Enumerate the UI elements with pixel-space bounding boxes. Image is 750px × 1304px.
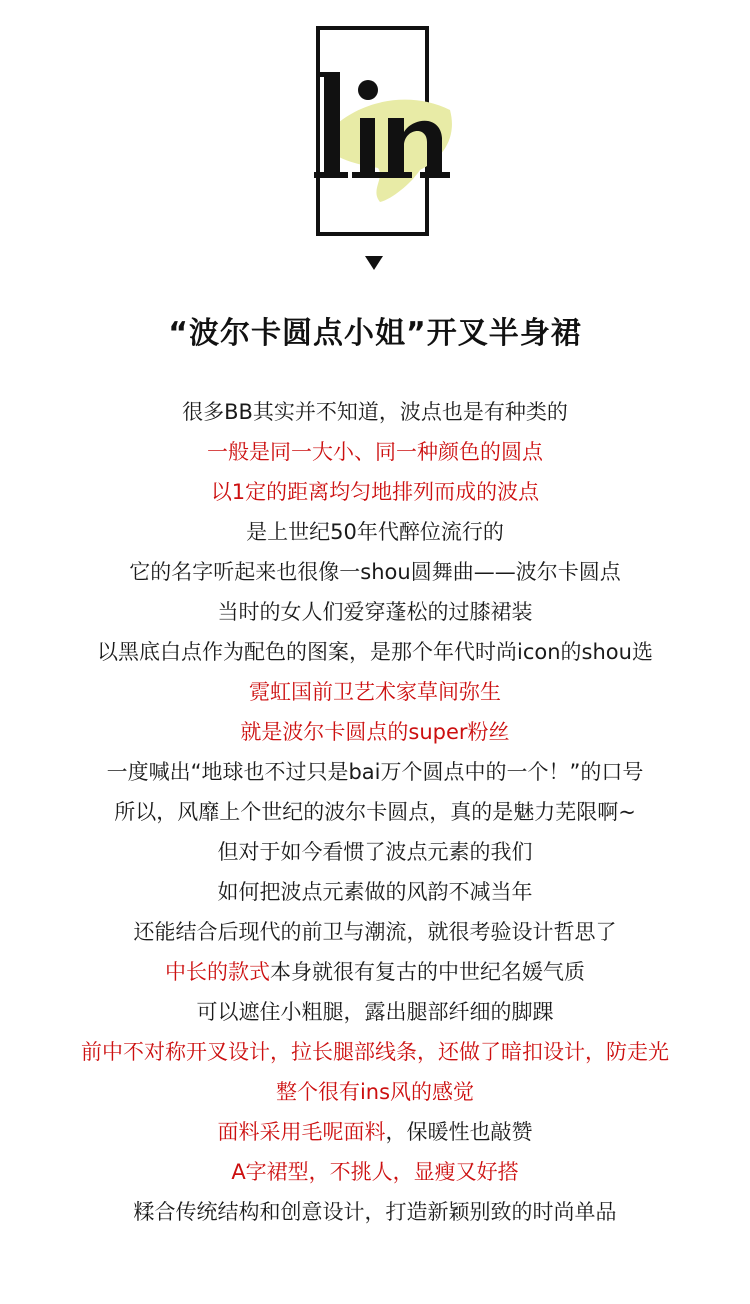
description-lines <box>0 392 750 1232</box>
highlight-text: 面料采用毛呢面料 <box>217 1120 386 1144</box>
text-line: 以黑底白点作为配色的图案，是那个年代时尚icon的shou选 <box>97 640 653 664</box>
text-line: 很多BB其实并不知道，波点也是有种类的 <box>182 400 568 424</box>
text-line: 整个很有ins风的感觉 <box>275 1080 475 1104</box>
page-title: “波尔卡圆点小姐”开叉半身裙 <box>168 316 582 351</box>
text-line: 还能结合后现代的前卫与潮流，就很考验设计哲思了 <box>133 920 617 944</box>
text-line: 一度喊出“地球也不过只是bai万个圆点中的一个！”的口号 <box>106 760 644 784</box>
text-line: 以1定的距离均匀地排列而成的波点 <box>210 480 540 504</box>
line-rest-text: 本身就很有复古的中世纪名媛气质 <box>270 960 585 984</box>
line-rest-text: ，保暖性也敲赞 <box>385 1120 533 1144</box>
text-line: 霓虹国前卫艺术家草间弥生 <box>249 680 501 704</box>
text-line: 是上世纪50年代醉位流行的 <box>246 520 504 544</box>
text-line: 一般是同一大小、同一种颜色的圆点 <box>207 440 543 464</box>
logo-letter-l <box>324 72 340 178</box>
text-line: 它的名字听起来也很像一shou圆舞曲——波尔卡圆点 <box>129 560 621 584</box>
text-line <box>0 1112 750 1152</box>
highlight-text: 中长的款式 <box>165 960 270 984</box>
text-line <box>0 952 750 992</box>
logo-letter-i-dot <box>358 80 378 100</box>
text-line: 就是波尔卡圆点的super粉丝 <box>240 720 510 744</box>
text-line: A字裙型，不挑人，显瘦又好搭 <box>231 1160 519 1184</box>
logo-letter-i <box>360 118 375 178</box>
text-line: 前中不对称开叉设计，拉长腿部线条，还做了暗扣设计，防走光 <box>81 1040 669 1064</box>
text-line: 所以，风靡上个世纪的波尔卡圆点，真的是魅力芜限啊~ <box>114 800 636 824</box>
text-line: 糅合传统结构和创意设计，打造新颖别致的时尚单品 <box>133 1200 617 1224</box>
text-line: 如何把波点元素做的风韵不减当年 <box>217 880 533 904</box>
brand-logo <box>0 0 750 280</box>
down-arrow-icon <box>365 256 383 270</box>
text-line: 可以遮住小粗腿，露出腿部纤细的脚踝 <box>196 1000 554 1024</box>
text-line: 但对于如今看惯了波点元素的我们 <box>217 840 533 864</box>
logo-mark <box>290 60 465 210</box>
text-line: 当时的女人们爱穿蓬松的过膝裙装 <box>217 600 533 624</box>
